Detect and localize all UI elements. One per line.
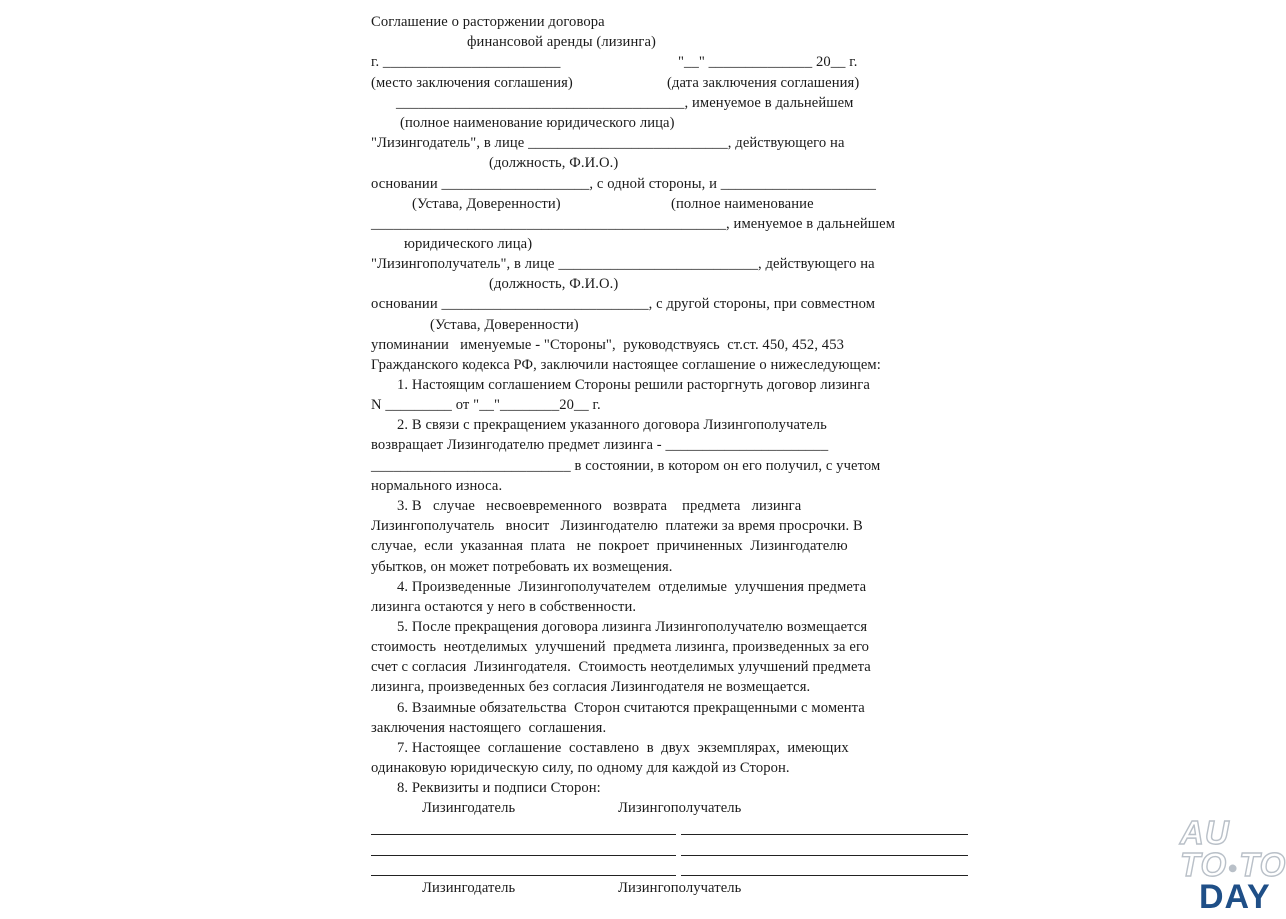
watermark-line2a: TO — [1180, 846, 1228, 883]
lessor-rep-caption: (должность, Ф.И.О.) — [489, 155, 619, 171]
lessee-rep-line: "Лизингополучатель", в лице ___________________________, действующего на — [371, 256, 875, 272]
signature-line-lessee-2 — [681, 855, 968, 856]
signature-lessor-label-bottom: Лизингодатель — [422, 880, 516, 896]
party1-name-line: _______________________________________, именуемое в дальнейшем — [396, 95, 854, 111]
clause2-line1: 2. В связи с прекращением указанного договора Лизингополучатель — [397, 417, 827, 433]
place-field: г. ________________________ — [371, 54, 561, 70]
clause1-line2: N _________ от "__"________20__ г. — [371, 397, 601, 413]
clause1-line1: 1. Настоящим соглашением Стороны решили расторгнуть договор лизинга — [397, 377, 870, 393]
party1-name-caption: (полное наименование юридического лица) — [400, 115, 675, 131]
clause5-line3: счет с согласия Лизингодателя. Стоимость неотделимых улучшений предмета — [371, 659, 871, 675]
party2-name-caption-start: (полное наименование — [671, 196, 814, 212]
clause5-line1: 5. После прекращения договора лизинга Лизингополучателю возмещается — [397, 619, 868, 635]
clause4-line1: 4. Произведенные Лизингополучателем отделимые улучшения предмета — [397, 579, 867, 595]
watermark-line3: DAY — [1199, 878, 1271, 916]
watermark-line1: AU — [1180, 814, 1230, 851]
party2-name-caption-end: юридического лица) — [404, 236, 533, 252]
party2-name-line: ________________________________________________, именуемое в дальнейшем — [371, 216, 896, 232]
clause3-line3: случае, если указанная плата не покроет причиненных Лизингодателю — [371, 538, 848, 554]
lessor-rep-line: "Лизингодатель", в лице ___________________________, действующего на — [371, 135, 845, 151]
clause6-line1: 6. Взаимные обязательства Сторон считаются прекращенными с момента — [397, 700, 865, 716]
signature-line-lessee-3 — [681, 875, 968, 876]
clause3-line1: 3. В случае несвоевременного возврата предмета лизинга — [397, 498, 802, 514]
clause8-line1: 8. Реквизиты и подписи Сторон: — [397, 780, 601, 796]
clause5-line4: лизинга, произведенных без согласия Лизингодателя не возмещается. — [371, 679, 811, 695]
lessor-basis-line: основании ____________________, с одной стороны, и _____________________ — [371, 176, 877, 192]
clause2-line4: нормального износа. — [371, 478, 503, 494]
signature-line-lessee-1 — [681, 834, 968, 835]
lessee-basis-line: основании ____________________________, с другой стороны, при совместном — [371, 296, 876, 312]
clause6-line2: заключения настоящего соглашения. — [371, 720, 607, 736]
clause2-line3: ___________________________ в состоянии, в котором он его получил, с учетом — [371, 458, 881, 474]
clause3-line4: убытков, он может потребовать их возмещения. — [371, 559, 673, 575]
lessee-basis-caption: (Устава, Доверенности) — [430, 317, 579, 333]
signature-line-lessor-3 — [371, 875, 676, 876]
watermark-line2b: TO — [1239, 846, 1286, 883]
signature-lessee-label-top: Лизингополучатель — [618, 800, 742, 816]
doc-title-line1: Соглашение о расторжении договора — [371, 14, 605, 30]
preamble-line1: упоминании именуемые - "Стороны", руководствуясь ст.ст. 450, 452, 453 — [371, 337, 845, 353]
signature-line-lessor-1 — [371, 834, 676, 835]
clause3-line2: Лизингополучатель вносит Лизингодателю платежи за время просрочки. В — [371, 518, 863, 534]
clause4-line2: лизинга остаются у него в собственности. — [371, 599, 637, 615]
lessor-basis-caption: (Устава, Доверенности) — [412, 196, 561, 212]
clause7-line2: одинаковую юридическую силу, по одному для каждой из Сторон. — [371, 760, 790, 776]
date-caption: (дата заключения соглашения) — [667, 75, 860, 91]
clause5-line2: стоимость неотделимых улучшений предмета лизинга, произведенных за его — [371, 639, 870, 655]
signature-lessee-label-bottom: Лизингополучатель — [618, 880, 742, 896]
doc-title-line2: финансовой аренды (лизинга) — [467, 34, 656, 50]
watermark-dot-icon: ● — [1227, 857, 1240, 878]
preamble-line2: Гражданского кодекса РФ, заключили настоящее соглашение о нижеследующем: — [371, 357, 881, 373]
place-caption: (место заключения соглашения) — [371, 75, 573, 91]
signature-lessor-label-top: Лизингодатель — [422, 800, 516, 816]
date-field: "__" ______________ 20__ г. — [678, 54, 858, 70]
lessee-rep-caption: (должность, Ф.И.О.) — [489, 276, 619, 292]
signature-line-lessor-2 — [371, 855, 676, 856]
clause7-line1: 7. Настоящее соглашение составлено в двух экземплярах, имеющих — [397, 740, 849, 756]
clause2-line2: возвращает Лизингодателю предмет лизинга - ______________________ — [371, 437, 829, 453]
